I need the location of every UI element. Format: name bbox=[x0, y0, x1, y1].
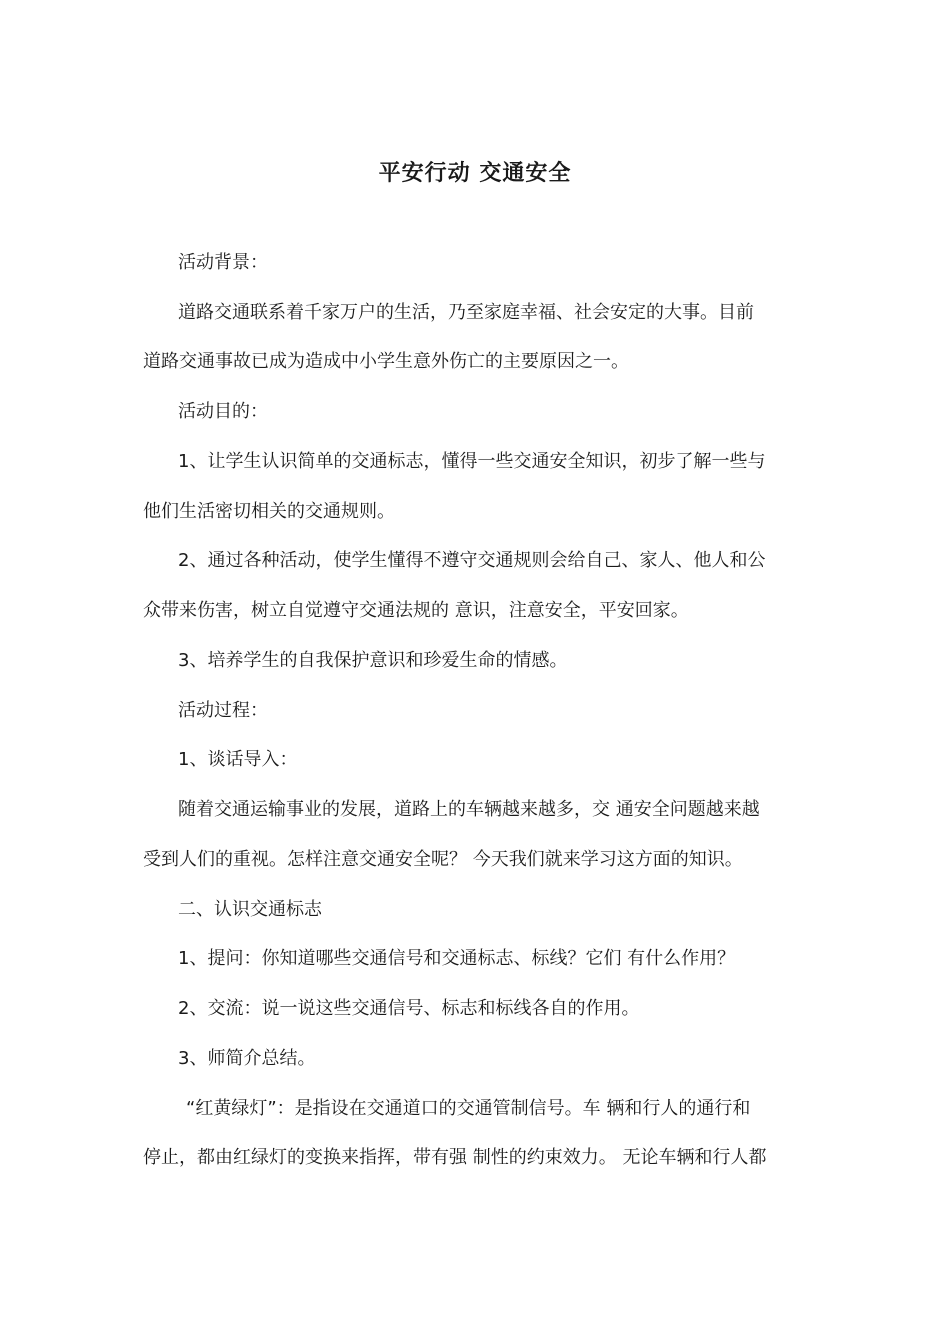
paragraph-line: 他们生活密切相关的交通规则。 bbox=[143, 501, 395, 522]
document-title: 平安行动 交通安全 bbox=[378, 161, 572, 186]
paragraph-line: 1、谈话导入： bbox=[178, 749, 298, 770]
paragraph-line: 活动背景： bbox=[178, 252, 268, 273]
paragraph-line: “红黄绿灯”：是指设在交通道口的交通管制信号。车 辆和行人的通行和 bbox=[186, 1098, 751, 1119]
paragraph-line: 活动目的： bbox=[178, 401, 268, 422]
paragraph-line: 2、交流：说一说这些交通信号、标志和标线各自的作用。 bbox=[178, 998, 640, 1019]
paragraph-line: 众带来伤害，树立自觉遵守交通法规的 意识，注意安全，平安回家。 bbox=[143, 600, 689, 621]
paragraph-line: 道路交通事故已成为造成中小学生意外伤亡的主要原因之一。 bbox=[143, 351, 629, 372]
paragraph-line: 1、让学生认识简单的交通标志，懂得一些交通安全知识，初步了解一些与 bbox=[178, 451, 766, 472]
paragraph-line: 活动过程： bbox=[178, 700, 268, 721]
paragraph-line: 受到人们的重视。怎样注意交通安全呢？ 今天我们就来学习这方面的知识。 bbox=[143, 849, 743, 870]
paragraph-line: 3、培养学生的自我保护意识和珍爱生命的情感。 bbox=[178, 650, 568, 671]
paragraph-line: 1、提问：你知道哪些交通信号和交通标志、标线？它们 有什么作用？ bbox=[178, 948, 736, 969]
paragraph-line: 停止，都由红绿灯的变换来指挥，带有强 制性的约束效力。 无论车辆和行人都 bbox=[143, 1147, 767, 1168]
paragraph-line: 2、通过各种活动，使学生懂得不遵守交通规则会给自己、家人、他人和公 bbox=[178, 550, 766, 571]
paragraph-line: 道路交通联系着千家万户的生活，乃至家庭幸福、社会安定的大事。目前 bbox=[178, 302, 754, 323]
paragraph-line: 随着交通运输事业的发展，道路上的车辆越来越多，交 通安全问题越来越 bbox=[178, 799, 760, 820]
paragraph-line: 二、认识交通标志 bbox=[178, 899, 322, 920]
paragraph-line: 3、师简介总结。 bbox=[178, 1048, 316, 1069]
